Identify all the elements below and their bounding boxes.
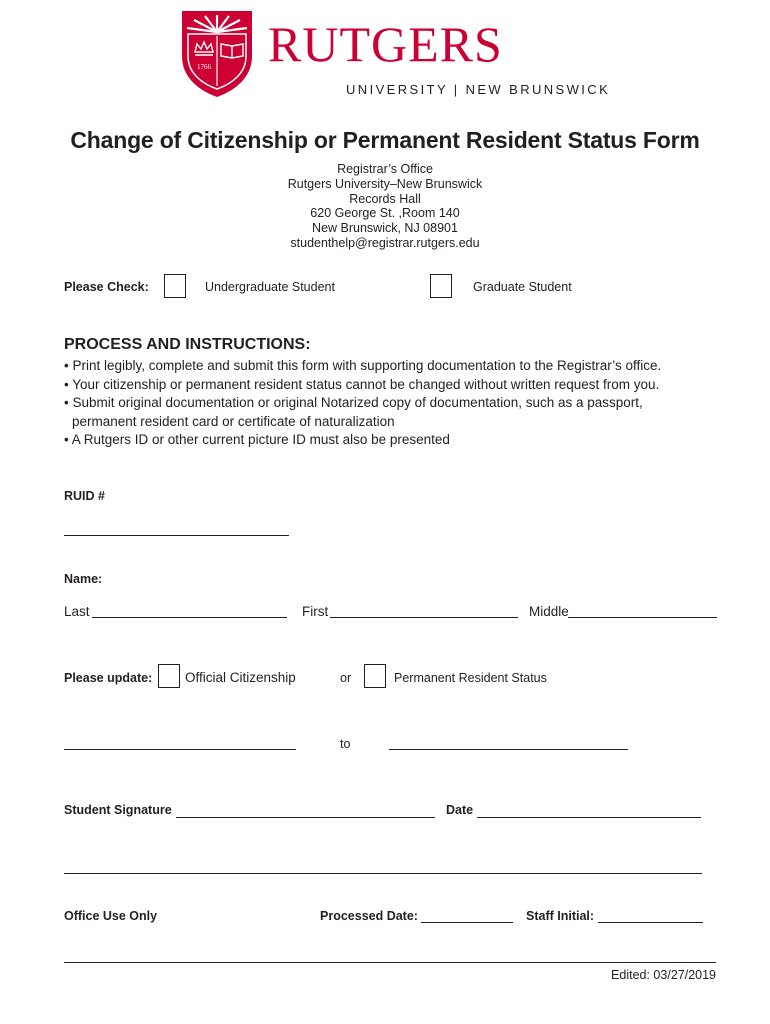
update-from-field[interactable] [64, 749, 296, 750]
date-field[interactable] [477, 817, 701, 818]
address-line: New Brunswick, NJ 08901 [312, 221, 458, 236]
student-signature-label: Student Signature [64, 803, 172, 817]
address-line: Records Hall [349, 191, 421, 206]
processed-date-label: Processed Date: [320, 909, 418, 923]
permanent-resident-label: Permanent Resident Status [394, 671, 547, 685]
update-to-field[interactable] [389, 749, 628, 750]
divider [64, 962, 716, 963]
last-name-field[interactable] [92, 617, 287, 618]
instruction-item: • Submit original documentation or original Notarized copy of documentation, such as a passport, [64, 395, 643, 410]
divider [64, 873, 702, 874]
date-label: Date [446, 803, 474, 817]
rutgers-shield-logo [181, 10, 253, 98]
undergraduate-checkbox[interactable] [164, 274, 186, 298]
undergraduate-label: Undergraduate Student [205, 280, 335, 294]
official-citizenship-label: Official Citizenship [185, 670, 296, 685]
ruid-label: RUID # [64, 489, 105, 503]
processed-date-field[interactable] [421, 922, 513, 923]
please-update-label: Please update: [64, 671, 153, 685]
please-check-label: Please Check: [64, 280, 149, 294]
first-name-field[interactable] [330, 617, 518, 618]
official-citizenship-checkbox[interactable] [158, 664, 180, 688]
middle-name-label: Middle [529, 604, 569, 619]
last-name-label: Last [64, 604, 90, 619]
middle-name-field[interactable] [568, 617, 717, 618]
staff-initial-field[interactable] [598, 922, 703, 923]
address-email: studenthelp@registrar.rutgers.edu [290, 235, 480, 250]
first-name-label: First [302, 604, 329, 619]
instruction-item: • A Rutgers ID or other current picture ID must also be presented [64, 432, 450, 447]
office-use-label: Office Use Only [64, 909, 158, 923]
address-line: Registrar’s Office [337, 162, 433, 176]
instruction-item: permanent resident card or certificate of naturalization [72, 413, 395, 429]
svg-text:1766: 1766 [197, 63, 211, 71]
name-label: Name: [64, 572, 103, 586]
registrar-address [0, 162, 770, 251]
edited-date: Edited: 03/27/2019 [611, 968, 716, 982]
rutgers-wordmark: RUTGERS [268, 16, 503, 72]
student-signature-field[interactable] [176, 817, 435, 818]
address-line: 620 George St. ,Room 140 [310, 206, 460, 221]
instruction-item: • Your citizenship or permanent resident status cannot be changed without written request from you. [64, 376, 660, 392]
to-label: to [340, 737, 351, 751]
campus-name: UNIVERSITY | NEW BRUNSWICK [346, 82, 611, 97]
staff-initial-label: Staff Initial: [526, 909, 595, 923]
process-heading: PROCESS AND INSTRUCTIONS: [64, 336, 311, 353]
address-line: Rutgers University–New Brunswick [287, 176, 483, 191]
instruction-item: • Print legibly, complete and submit this form with supporting documentation to the Registrar’s office. [64, 358, 662, 373]
or-label: or [340, 671, 352, 685]
ruid-field[interactable] [64, 535, 289, 536]
instructions-list [64, 357, 661, 450]
permanent-resident-checkbox[interactable] [364, 664, 386, 688]
graduate-checkbox[interactable] [430, 274, 452, 298]
graduate-label: Graduate Student [473, 280, 572, 294]
form-title: Change of Citizenship or Permanent Resident Status Form [70, 127, 700, 153]
